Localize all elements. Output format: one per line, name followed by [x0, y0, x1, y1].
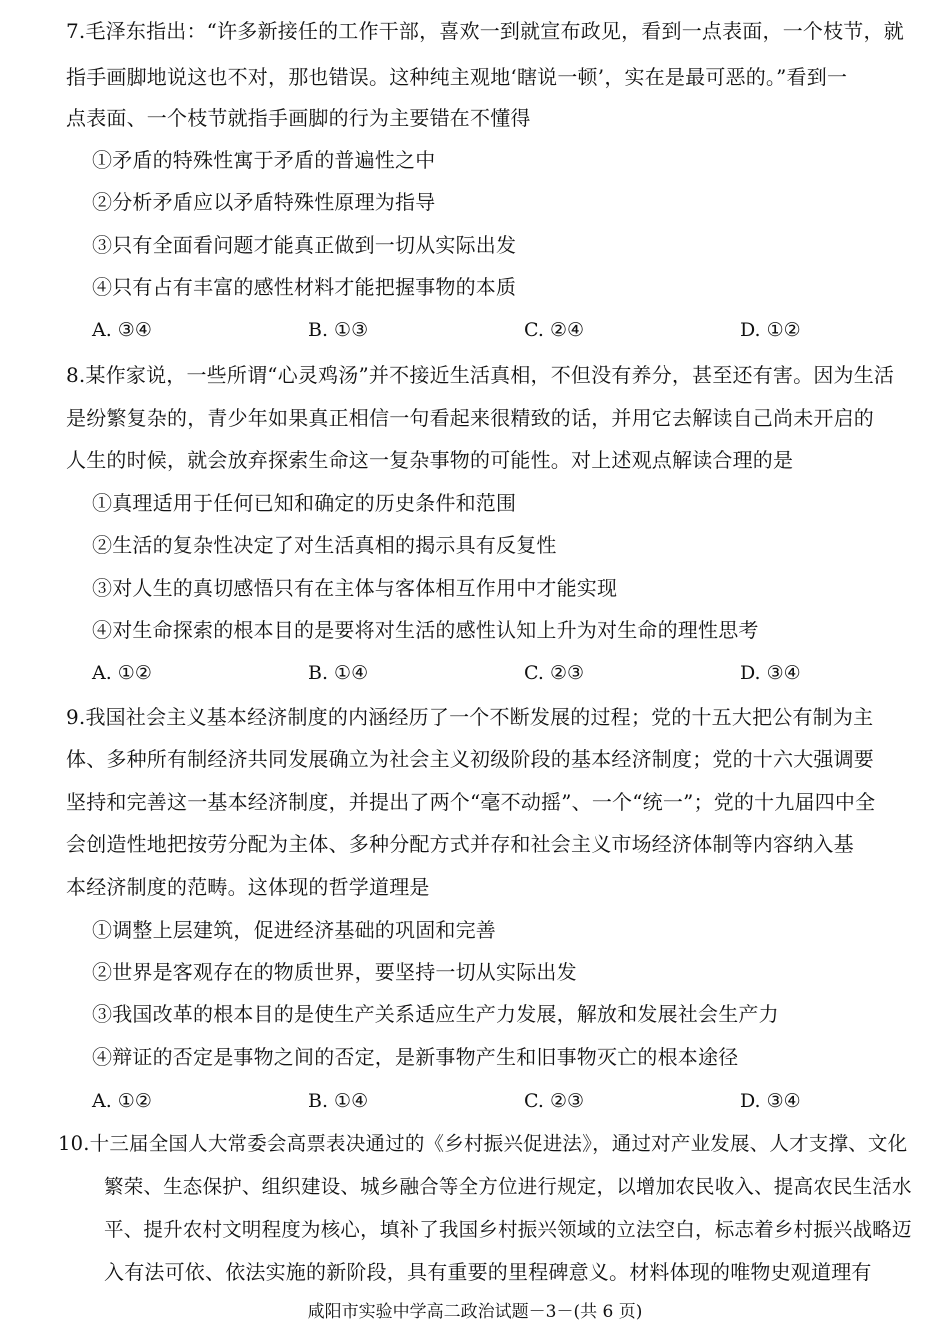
- option-a: A. ①②: [92, 1090, 152, 1112]
- statement-3: ③对人生的真切感悟只有在主体与客体相互作用中才能实现: [92, 576, 618, 600]
- question-10-line-4: 入有法可依、依法实施的新阶段，具有重要的里程碑意义。材料体现的唯物史观道理有: [104, 1260, 872, 1284]
- question-number: 7.: [66, 19, 86, 43]
- question-7-line-3: 点表面、一个枝节就指手画脚的行为主要错在不懂得: [66, 106, 531, 130]
- question-10-line-1: [58, 1131, 907, 1157]
- options-row: [92, 316, 852, 344]
- option-a: A. ③④: [92, 319, 152, 341]
- question-number: 9.: [66, 705, 86, 729]
- statement-2: ②生活的复杂性决定了对生活真相的揭示具有反复性: [92, 533, 557, 557]
- question-text: 我国社会主义基本经济制度的内涵经历了一个不断发展的过程；党的十五大把公有制为主: [85, 705, 874, 729]
- question-10-line-3: 平、提升农村文明程度为核心，填补了我国乡村振兴领域的立法空白，标志着乡村振兴战略迈: [104, 1218, 912, 1241]
- question-9-line-4: 会创造性地把按劳分配为主体、多种分配方式并存和社会主义市场经济体制等内容纳入基: [66, 832, 854, 856]
- options-row: [92, 659, 852, 687]
- option-d: D. ③④: [740, 1090, 801, 1112]
- statement-3: ③只有全面看问题才能真正做到一切从实际出发: [92, 233, 517, 257]
- options-row: [92, 1087, 852, 1115]
- statement-4: ④对生命探索的根本目的是要将对生活的感性认知上升为对生命的理性思考: [92, 618, 759, 642]
- statement-3: ③我国改革的根本目的是使生产关系适应生产力发展，解放和发展社会生产力: [92, 1002, 779, 1026]
- question-text: 十三届全国人大常委会高票表决通过的《乡村振兴促进法》，通过对产业发展、人才支撑、文化: [89, 1132, 908, 1155]
- page-footer: 咸阳市实验中学高二政治试题－3－(共 6 页): [307, 1302, 643, 1322]
- question-9-line-2: 体、多种所有制经济共同发展确立为社会主义初级阶段的基本经济制度；党的十六大强调要: [66, 747, 874, 771]
- question-7-line-1: [66, 18, 904, 44]
- question-9-line-1: [66, 704, 873, 730]
- question-text: 某作家说，一些所谓“心灵鸡汤”并不接近生活真相，不但没有养分，甚至还有害。因为生活: [85, 363, 895, 387]
- question-7-line-2: 指手画脚地说这也不对，那也错误。这种纯主观地‘瞎说一顿’，实在是最可恶的。”看到一: [66, 65, 848, 89]
- question-8-line-2: 是纷繁复杂的，青少年如果真正相信一句看起来很精致的话，并用它去解读自己尚未开启的: [66, 406, 874, 430]
- statement-2: ②世界是客观存在的物质世界，要坚持一切从实际出发: [92, 960, 577, 984]
- statement-1: ①矛盾的特殊性寓于矛盾的普遍性之中: [92, 148, 436, 172]
- option-c: C. ②③: [524, 662, 585, 684]
- statement-1: ①调整上层建筑，促进经济基础的巩固和完善: [92, 918, 496, 942]
- option-c: C. ②④: [524, 319, 585, 341]
- option-b: B. ①④: [308, 662, 369, 684]
- statement-4: ④只有占有丰富的感性材料才能把握事物的本质: [92, 275, 517, 299]
- statement-1: ①真理适用于任何已知和确定的历史条件和范围: [92, 491, 517, 515]
- question-8-line-3: 人生的时候，就会放弃探索生命这一复杂事物的可能性。对上述观点解读合理的是: [66, 448, 794, 472]
- statement-2: ②分析矛盾应以矛盾特殊性原理为指导: [92, 190, 436, 214]
- statement-4: ④辩证的否定是事物之间的否定，是新事物产生和旧事物灭亡的根本途径: [92, 1045, 739, 1069]
- question-9-line-3: 坚持和完善这一基本经济制度，并提出了两个“毫不动摇”、一个“统一”；党的十九届四中全: [66, 790, 876, 814]
- question-text: 毛泽东指出：“许多新接任的工作干部，喜欢一到就宣布政见，看到一点表面，一个枝节，就: [85, 19, 904, 43]
- question-9-line-5: 本经济制度的范畴。这体现的哲学道理是: [66, 875, 430, 899]
- option-b: B. ①④: [308, 1090, 369, 1112]
- option-c: C. ②③: [524, 1090, 585, 1112]
- question-number: 8.: [66, 363, 86, 387]
- option-d: D. ③④: [740, 662, 801, 684]
- question-8-line-1: [66, 362, 894, 388]
- question-10-line-2: 繁荣、生态保护、组织建设、城乡融合等全方位进行规定，以增加农民收入、提高农民生活水: [104, 1175, 912, 1198]
- option-a: A. ①②: [92, 662, 152, 684]
- question-number: 10.: [58, 1132, 90, 1155]
- option-d: D. ①②: [740, 319, 801, 341]
- option-b: B. ①③: [308, 319, 369, 341]
